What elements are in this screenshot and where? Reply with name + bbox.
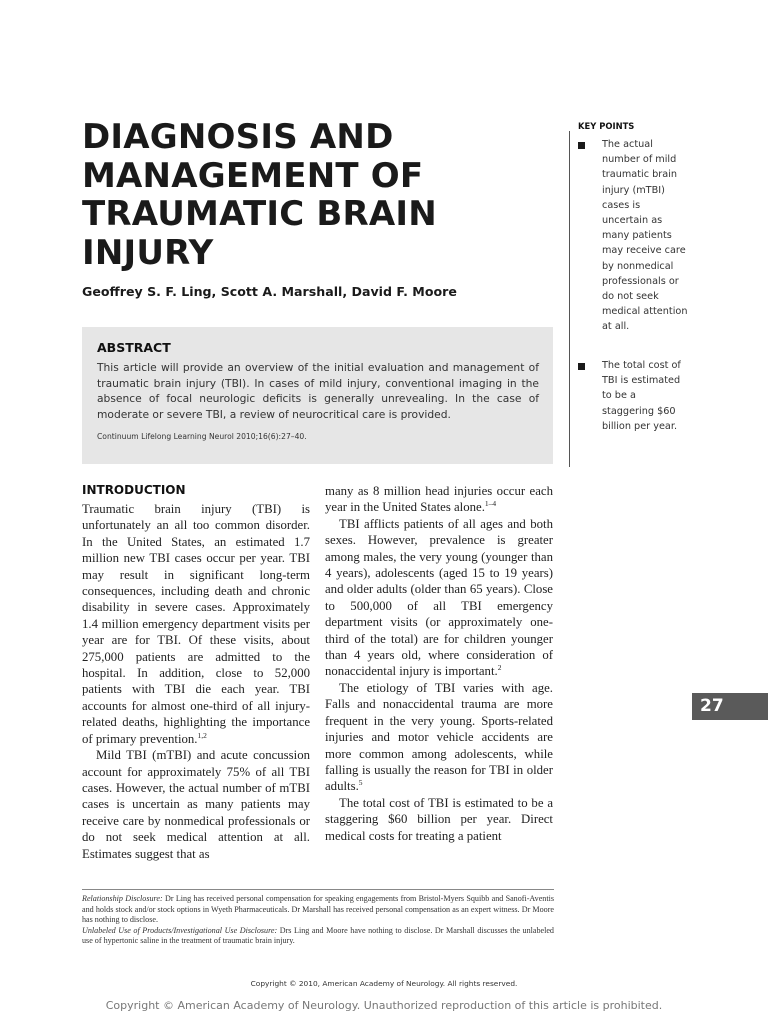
paragraph-text: Mild TBI (mTBI) and acute concussion account for approximately 75% of all TBI cases. However, the actual number of mTBI cases is uncertain as many patients may receive care by nonmedical professionals or do not seek medical attention at all. Estimates suggest that as — [82, 748, 310, 861]
abstract-body: This article will provide an overview of the initial evaluation and management of traumatic brain injury (TBI). In cases of mild injury, conventional imaging in the absence of focal neurologic deficits is generally unrevealing. In the case of moderate or severe TBI, a review of neurocritical care is provided. — [97, 361, 539, 421]
reference-superscript: 5 — [358, 778, 363, 788]
reference-superscript: 1,2 — [197, 730, 207, 740]
relationship-disclosure — [82, 894, 554, 926]
disclosure-label: Relationship Disclosure: — [82, 894, 163, 903]
disclosure-text: Dr Ling has received personal compensation for speaking engagements from Bristol-Myers Squibb and Sanofi-Aventis and holds stock and/or stock options in Wyeth Pharmaceuticals. Dr Marshall has received personal compensation as an expert witness. Dr Moore has nothing to disclose. — [82, 894, 554, 924]
page-number: 27 — [700, 696, 724, 716]
abstract-citation: Continuum Lifelong Learning Neurol 2010;16(6):27–40. — [97, 432, 307, 441]
key-point-item — [578, 358, 688, 434]
paragraph-text: TBI afflicts patients of all ages and both sexes. However, prevalence is greater among males, the very young (younger than 4 years), adolescents (aged 15 to 19 years) and older adults (older than 65 years). Close to 500,000 of all TBI emergency department visits (or approximately one-third of the total) are for children younger than 4 years old, where consideration of nonaccidental injury is important. — [325, 516, 553, 679]
article-title — [82, 118, 552, 272]
key-points-divider — [569, 131, 570, 467]
reference-superscript: 1–4 — [484, 499, 497, 509]
paragraph — [325, 483, 553, 516]
paragraph-text: The etiology of TBI varies with age. Falls and nonaccidental trauma are more frequent in the very young. Sports-related injuries and motor vehicle accidents are more common among adolescents, while falling is usually the reason for TBI in older adults. — [325, 680, 553, 794]
author-list: Geoffrey S. F. Ling, Scott A. Marshall, David F. Moore — [82, 284, 457, 299]
disclosure-text: Drs Ling and Moore have nothing to disclose. Dr Marshall discusses the unlabeled use of hypertonic saline in the treatment of traumatic brain injury. — [82, 925, 554, 945]
reference-superscript: 2 — [497, 663, 502, 673]
abstract-heading: ABSTRACT — [97, 340, 171, 355]
body-column-left — [82, 501, 310, 862]
square-bullet-icon — [578, 142, 585, 149]
body-column-right — [325, 483, 553, 844]
paragraph-text: Traumatic brain injury (TBI) is unfortunately an all too common disorder. In the United States, an estimated 1.7 million new TBI cases occur per year. TBI may result in significant long-term consequences, including death and chronic disability in severe cases. Approximately 1.4 million emergency department visits per year are for TBI. Of these visits, about 275,000 patients are admitted to the hospital. In addition, close to 52,000 patients with TBI die each year. TBI accounts for almost one-third of all injury-related deaths, highlighting the importance of primary prevention. — [82, 502, 310, 746]
title-line: INJURY — [82, 232, 214, 273]
key-point-text: The actual number of mild traumatic brain injury (mTBI) cases is uncertain as many patients may receive care by nonmedical professionals or do not seek medical attention at all. — [602, 139, 688, 333]
title-line: DIAGNOSIS AND — [82, 117, 394, 157]
footnote-divider — [82, 889, 554, 890]
key-points-heading: KEY POINTS — [578, 121, 635, 131]
title-line: TRAUMATIC BRAIN — [82, 194, 437, 234]
paragraph — [82, 747, 310, 862]
paragraph — [325, 795, 553, 844]
paragraph — [325, 516, 553, 680]
unlabeled-use-disclosure — [82, 926, 554, 947]
paragraph-text: The total cost of TBI is estimated to be a staggering $60 billion per year. Direct medical costs for treating a patient — [325, 795, 553, 843]
disclosure-label: Unlabeled Use of Products/Investigational Use Disclosure: — [82, 925, 278, 935]
journal-copyright: Copyright © 2010, American Academy of Neurology. All rights reserved. — [250, 979, 518, 988]
reproduction-notice: Copyright © American Academy of Neurology. Unauthorized reproduction of this article is prohibited. — [105, 999, 663, 1012]
key-point-text: The total cost of TBI is estimated to be a staggering $60 billion per year. — [602, 360, 681, 432]
abstract-box — [82, 327, 553, 464]
square-bullet-icon — [578, 363, 585, 370]
paragraph-text: many as 8 million head injuries occur each year in the United States alone. — [325, 484, 553, 515]
footnotes — [82, 894, 554, 947]
paragraph — [82, 501, 310, 747]
page-number-tab — [692, 693, 768, 720]
paragraph — [325, 680, 553, 795]
key-point-item — [578, 137, 688, 335]
title-line: MANAGEMENT OF — [82, 155, 424, 196]
introduction-heading: INTRODUCTION — [82, 483, 186, 497]
